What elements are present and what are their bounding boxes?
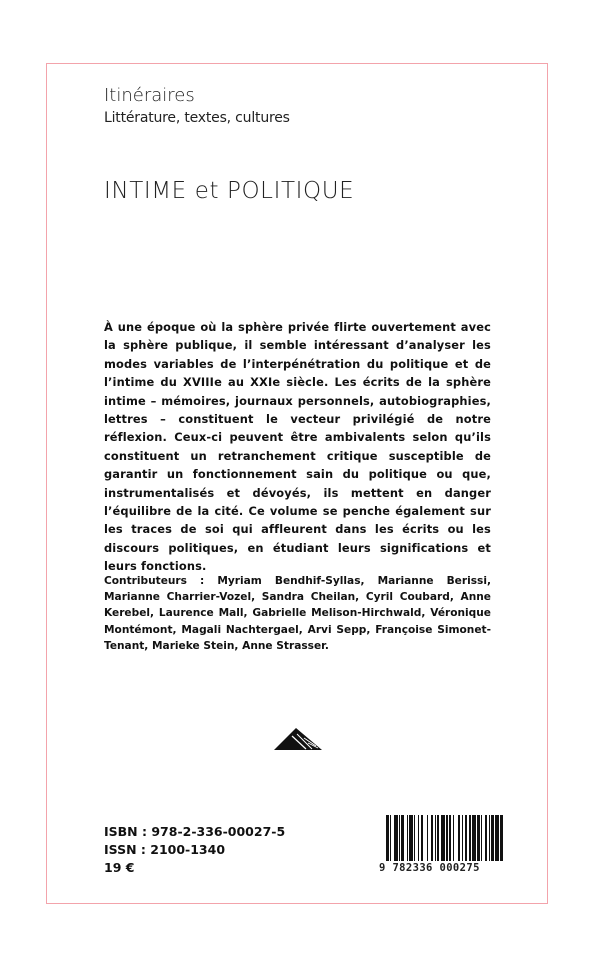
series-subtitle: Littérature, textes, cultures	[104, 110, 290, 126]
pyramid-logo-icon	[272, 725, 324, 751]
barcode-digits: 9 782336 000275	[379, 862, 480, 874]
isbn-text: ISBN : 978-2-336-00027-5	[104, 824, 286, 839]
series-title: Itinéraires	[104, 85, 195, 106]
price-text: 19 €	[104, 860, 135, 875]
barcode	[386, 815, 504, 861]
back-cover-blurb: À une époque où la sphère privée flirte ouvertement avec la sphère publique, il semble intéressant d’analyser les modes variables de l’interpénétration du politique et de l’intime du XVIIIe au XXIe siècle. Les écrits de la sphère intime – mémoires, journaux personnels, autobiographies, lettres – constituent le vecteur privilégié de notre réflexion. Ceux-ci peuvent être ambivalents selon qu’ils constituent un retranchement critique susceptible de garantir un fonctionnement sain du politique ou que, instrumentalisés et dévoyés, ils mettent en danger l’équilibre de la cité. Ce volume se penche également sur les traces de soi qui affleurent dans les écrits ou les discours politiques, en étudiant leurs significations et leurs fonctions.	[104, 320, 491, 574]
book-title: INTIME et POLITIQUE	[104, 178, 355, 204]
isbn-block	[104, 823, 285, 877]
contributors-list: Contributeurs : Myriam Bendhif-Syllas, Marianne Berissi, Marianne Charrier-Vozel, Sandra Cheilan, Cyril Coubard, Anne Kerebel, Laurence Mall, Gabrielle Melison-Hirchwald, Véronique Montémont, Magali Nachtergael, Arvi Sepp, Françoise Simonet-Tenant, Marieke Stein, Anne Strasser.	[104, 575, 491, 652]
issn-text: ISSN : 2100-1340	[104, 842, 226, 857]
